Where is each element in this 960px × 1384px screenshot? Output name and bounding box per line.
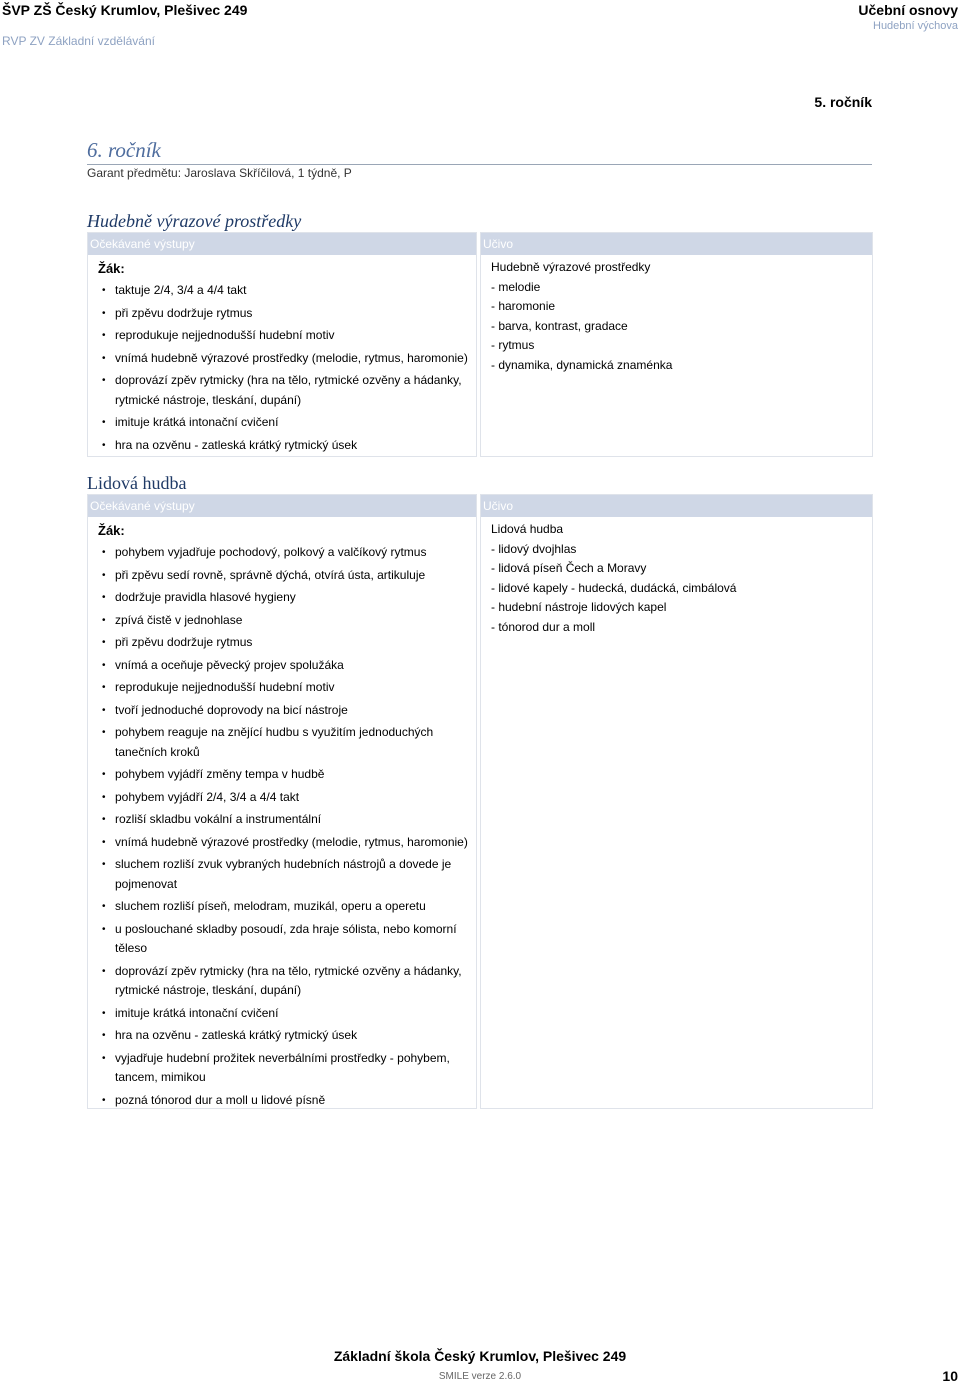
list-item: • pohybem vyjádří změny tempa v hudbě	[98, 765, 468, 785]
bullet-icon: •	[102, 836, 106, 848]
outcomes-body	[88, 517, 476, 1117]
header-school: ŠVP ZŠ Český Krumlov, Plešivec 249	[2, 2, 248, 18]
list-item: • vnímá hudebně výrazové prostředky (melodie, rytmus, haromonie)	[98, 349, 468, 369]
list-item: • sluchem rozliší píseň, melodram, muzikál, operu a operetu	[98, 897, 468, 917]
page-number: 10	[942, 1368, 958, 1384]
list-item: • při zpěvu dodržuje rytmus	[98, 304, 468, 324]
bullet-icon: •	[102, 417, 106, 428]
footer-school: Základní škola Český Krumlov, Plešivec 249	[333, 1348, 627, 1364]
pupil-label: Žák:	[98, 523, 125, 538]
list-item: • imituje krátká intonační cvičení	[98, 413, 468, 433]
outcomes-header: Očekávané výstupy	[88, 495, 476, 517]
content-body	[481, 517, 872, 641]
header-subject: Hudební výchova	[873, 20, 958, 32]
content-line: - lidové kapely - hudecká, dudácká, cimbálová	[491, 580, 737, 595]
bullet-icon: •	[102, 704, 106, 716]
list-item: • vnímá a oceňuje pěvecký projev spolužáka	[98, 656, 468, 676]
content-line: - hudební nástroje lidových kapel	[491, 600, 667, 614]
list-item: • pohybem reaguje na znějící hudbu s využitím jednoduchých tanečních kroků	[102, 725, 434, 759]
bullet-icon: •	[102, 859, 106, 870]
list-item: • doprovází zpěv rytmicky (hra na tělo, rytmické ozvěny a hádanky, rytmické nástroje, tleskání, dupání)	[102, 373, 462, 407]
outcomes-list	[98, 281, 468, 455]
content-line: - rytmus	[491, 338, 535, 352]
content-column	[480, 232, 873, 457]
bullet-icon: •	[102, 1007, 106, 1019]
bullet-icon: •	[102, 637, 106, 648]
subject-guarantor: Garant předmětu: Jaroslava Skříčilová, 1 týdně, P	[87, 166, 352, 180]
list-item: • sluchem rozliší zvuk vybraných hudebních nástrojů a dovede je pojmenovat	[102, 857, 452, 891]
bullet-icon: •	[102, 375, 106, 386]
bullet-icon: •	[102, 352, 106, 364]
list-item: • reprodukuje nejjednodušší hudební motiv	[98, 326, 468, 346]
grade-title: 6. ročník	[87, 138, 872, 165]
outcomes-column	[87, 494, 477, 1109]
footer-version: SMILE verze 2.6.0	[438, 1371, 522, 1382]
bullet-icon: •	[102, 814, 106, 825]
outcomes-header: Očekávané výstupy	[88, 233, 476, 255]
bullet-icon: •	[102, 330, 106, 341]
list-item: • hra na ozvěnu - zatleská krátký rytmický úsek	[98, 1026, 468, 1046]
bullet-icon: •	[102, 439, 106, 451]
list-item: • při zpěvu dodržuje rytmus	[98, 633, 468, 653]
list-item: • doprovází zpěv rytmicky (hra na tělo, rytmické ozvěny a hádanky, rytmické nástroje, tleskání, dupání)	[102, 963, 462, 997]
list-item: • dodržuje pravidla hlasové hygieny	[98, 588, 468, 608]
bullet-icon: •	[102, 614, 106, 626]
section-title: Hudebně výrazové prostředky	[87, 211, 302, 231]
bullet-icon: •	[102, 923, 106, 935]
bullet-icon: •	[102, 592, 106, 603]
list-item: • zpívá čistě v jednohlase	[98, 611, 468, 631]
content-column	[480, 494, 873, 1109]
header-doc-title: Učební osnovy	[858, 2, 958, 18]
bullet-icon: •	[102, 285, 106, 296]
list-item: • vyjadřuje hudební prožitek neverbálními prostředky - pohybem, tancem, mimikou	[102, 1050, 450, 1084]
bullet-icon: •	[102, 1030, 106, 1041]
content-line: - lidový dvojhlas	[491, 541, 577, 556]
outcomes-column	[87, 232, 477, 457]
content-line: - dynamika, dynamická znaménka	[491, 357, 673, 372]
section-folk-music	[87, 472, 873, 1109]
list-item: • hra na ozvěnu - zatleská krátký rytmický úsek	[98, 436, 468, 456]
list-item: • rozliší skladbu vokální a instrumentální	[98, 810, 468, 830]
content-line: - melodie	[491, 279, 541, 294]
content-line: - lidová píseň Čech a Moravy	[491, 561, 647, 575]
bullet-icon: •	[102, 1052, 106, 1064]
bullet-icon: •	[102, 682, 106, 693]
list-item: • pozná tónorod dur a moll u lidové písně	[98, 1091, 468, 1111]
content-line: Hudebně výrazové prostředky	[491, 260, 651, 274]
pupil-label: Žák:	[98, 261, 125, 276]
previous-grade-label: 5. ročník	[814, 94, 872, 110]
bullet-icon: •	[102, 791, 106, 803]
list-item: • taktuje 2/4, 3/4 a 4/4 takt	[98, 281, 468, 301]
list-item: • pohybem vyjadřuje pochodový, polkový a valčíkový rytmus	[98, 543, 468, 563]
list-item: • při zpěvu sedí rovně, správně dýchá, otvírá ústa, artikuluje	[98, 566, 468, 586]
section-expressive-means	[87, 210, 873, 457]
content-header: Učivo	[481, 495, 872, 517]
content-header: Učivo	[481, 233, 872, 255]
content-line: - haromonie	[491, 299, 556, 313]
section-columns	[87, 232, 873, 457]
bullet-icon: •	[102, 901, 106, 912]
bullet-icon: •	[102, 659, 106, 671]
content-body	[481, 255, 872, 379]
bullet-icon: •	[102, 769, 106, 780]
content-line: - tónorod dur a moll	[491, 619, 596, 634]
list-item: • imituje krátká intonační cvičení	[98, 1004, 468, 1024]
bullet-icon: •	[102, 1094, 106, 1106]
list-item: • vnímá hudebně výrazové prostředky (melodie, rytmus, haromonie)	[98, 833, 468, 853]
bullet-icon: •	[102, 965, 106, 977]
bullet-icon: •	[102, 307, 106, 319]
list-item: • u poslouchané skladby posoudí, zda hraje sólista, nebo komorní těleso	[102, 921, 457, 955]
content-line: - barva, kontrast, gradace	[491, 318, 628, 333]
bullet-icon: •	[102, 547, 106, 558]
header-rvp: RVP ZV Základní vzdělávání	[2, 34, 155, 48]
outcomes-body	[88, 255, 476, 462]
bullet-icon: •	[102, 569, 106, 581]
section-columns	[87, 494, 873, 1109]
section-title: Lidová hudba	[87, 473, 187, 493]
outcomes-list	[98, 543, 468, 1110]
list-item: • tvoří jednoduché doprovody na bicí nástroje	[98, 701, 468, 721]
list-item: • pohybem vyjádří 2/4, 3/4 a 4/4 takt	[98, 788, 468, 808]
list-item: • reprodukuje nejjednodušší hudební motiv	[98, 678, 468, 698]
bullet-icon: •	[102, 727, 106, 738]
content-line: Lidová hudba	[491, 522, 564, 536]
